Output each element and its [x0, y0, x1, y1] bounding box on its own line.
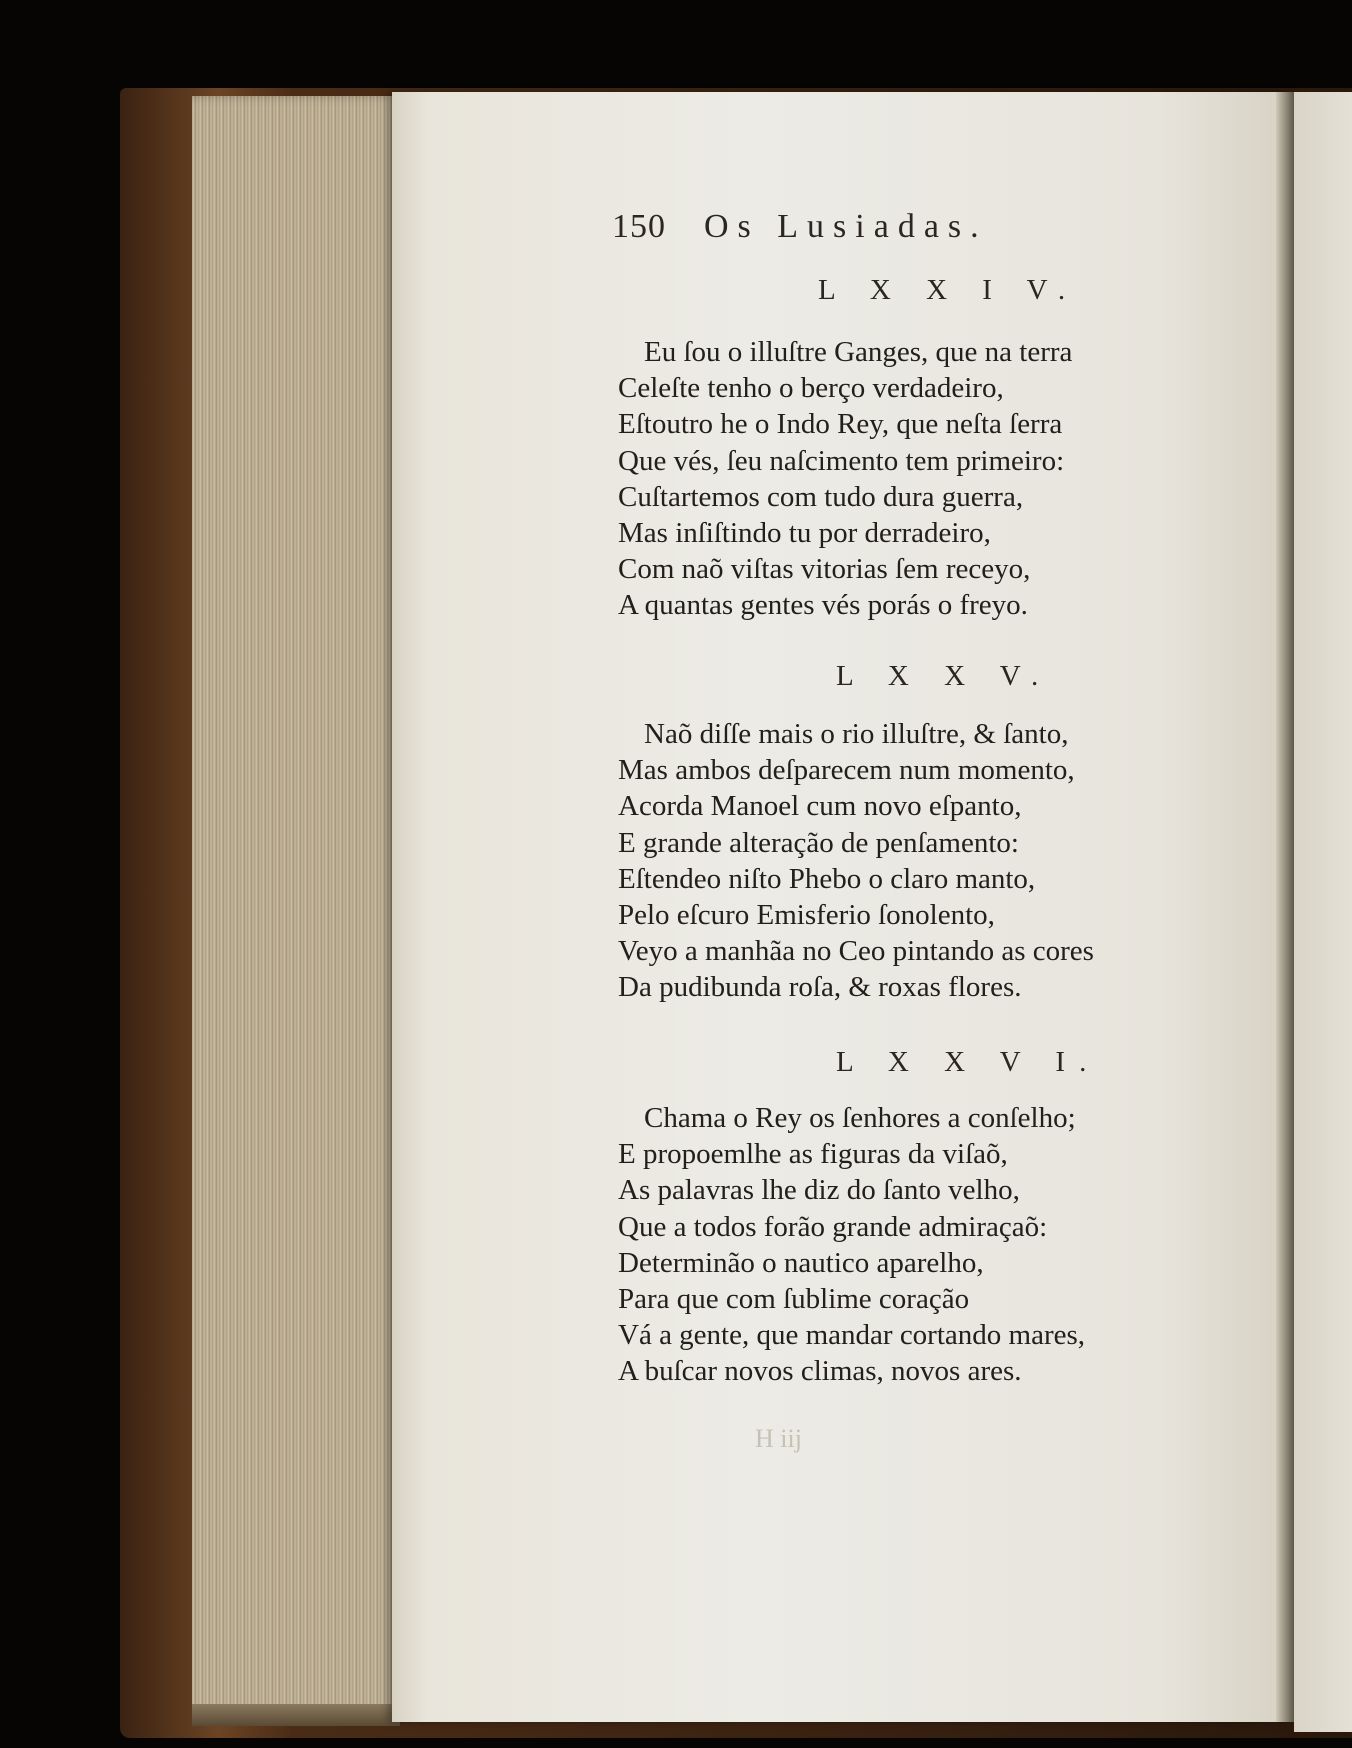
stanza-number: L X X V I.	[836, 1046, 1101, 1078]
page-number: 150	[612, 208, 666, 245]
verse-line: Que a todos forão grande admiraçaõ:	[618, 1210, 1048, 1243]
verse-line: E grande alteração de penſamento:	[618, 826, 1019, 859]
verse-line: Mas inſiſtindo tu por derradeiro,	[618, 516, 991, 549]
facing-page-edge	[1294, 92, 1352, 1732]
verse-line: Determinão o nautico aparelho,	[618, 1246, 984, 1279]
verse-line: Chama o Rey os ſenhores a conſelho;	[644, 1102, 1076, 1134]
stanza-verse	[618, 716, 1218, 1006]
verse-line: Vá a gente, que mandar cortando mares,	[618, 1319, 1086, 1352]
verse-line: Veyo a manhãa no Ceo pintando as cores	[618, 935, 1094, 968]
verse-line: Eu ſou o illuſtre Ganges, que na terra	[644, 336, 1073, 368]
page-edges	[192, 96, 400, 1726]
verse-line: Para que com ſublime coração	[618, 1282, 970, 1315]
verse-line: Mas ambos deſparecem num momento,	[618, 754, 1075, 787]
verse-line: Que vés, ſeu naſcimento tem primeiro:	[618, 444, 1065, 477]
stanza-number: L X X V.	[836, 660, 1053, 692]
verse-line: As palavras lhe diz do ſanto velho,	[618, 1174, 1020, 1207]
stanza-number: L X X I V.	[818, 274, 1080, 306]
verse-line: Pelo eſcuro Emisferio ſonolento,	[618, 898, 995, 931]
verse-line: A buſcar novos climas, novos ares.	[618, 1355, 1022, 1388]
page-header	[612, 208, 988, 246]
stanza-verse	[618, 334, 1218, 624]
verse-line: Eſtendeo niſto Phebo o claro manto,	[618, 862, 1036, 895]
verse-line: Cuſtartemos com tudo dura guerra,	[618, 480, 1024, 513]
verse-line: Celeſte tenho o berço verdadeiro,	[618, 372, 1004, 405]
verse-line: Com naõ viſtas vitorias ſem receyo,	[618, 553, 1031, 586]
verse-line: A quantas gentes vés porás o freyo.	[618, 589, 1028, 622]
verse-line: Acorda Manoel cum novo eſpanto,	[618, 790, 1022, 823]
book-gutter	[1276, 92, 1294, 1722]
stanza-verse	[618, 1100, 1218, 1390]
verse-line: Eſtoutro he o Indo Rey, que neſta ſerra	[618, 408, 1063, 441]
verse-line: E propoemlhe as figuras da viſaõ,	[618, 1138, 1008, 1171]
running-title: Os Lusiadas.	[704, 208, 988, 245]
verse-line: Da pudibunda roſa, & roxas flores.	[618, 971, 1022, 1004]
verse-line: Naõ diſſe mais o rio illuſtre, & ſanto,	[644, 718, 1069, 750]
bleed-through-signature: H iij	[755, 1424, 802, 1453]
